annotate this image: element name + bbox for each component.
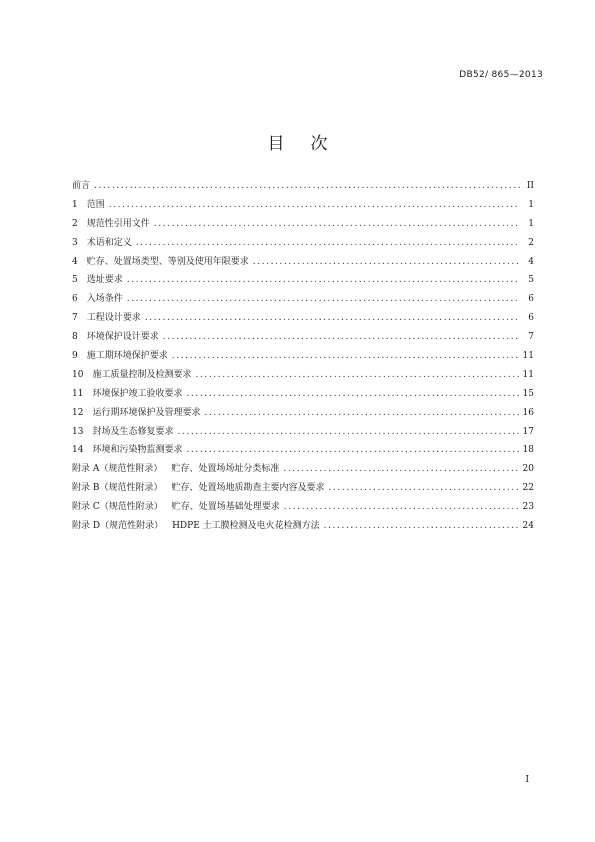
toc-entry[interactable] <box>72 177 534 196</box>
toc-leader-dots <box>127 271 520 290</box>
toc-entry-label: HDPE 土工膜检测及电火花检测方法 <box>172 521 320 532</box>
toc-entry[interactable] <box>72 441 534 460</box>
toc-entry-label: 术语和定义 <box>86 237 132 248</box>
toc-leader-dots <box>253 253 520 272</box>
toc-leader-dots <box>324 517 519 536</box>
toc-leader-dots <box>186 385 518 404</box>
toc-entry-page: 5 <box>528 275 534 286</box>
toc-entry-label: 施工期环境保护要求 <box>86 351 168 362</box>
toc-leader-dots <box>136 234 520 253</box>
toc-entry-number: 8 <box>72 332 78 343</box>
toc-entry-label: 贮存、处置场地质勘查主要内容及要求 <box>171 483 325 494</box>
toc-entry-number: 14 <box>72 445 84 456</box>
toc-entry[interactable] <box>72 517 534 536</box>
toc-entry-page: 11 <box>522 369 534 380</box>
title-char-2: 次 <box>310 134 328 154</box>
toc-entry-page: 20 <box>522 464 534 475</box>
toc-entry-page: 17 <box>522 426 534 437</box>
toc-leader-dots <box>204 404 518 423</box>
toc-entry-label: 工程设计要求 <box>86 313 141 324</box>
toc-entry[interactable] <box>72 423 534 442</box>
toc-leader-dots <box>186 441 518 460</box>
table-of-contents <box>72 177 534 536</box>
page-number: I <box>525 775 529 785</box>
toc-entry-page: 4 <box>528 256 534 267</box>
toc-leader-dots <box>127 290 520 309</box>
toc-entry-number: 附录 A（规范性附录） <box>72 464 163 475</box>
toc-entry[interactable] <box>72 328 534 347</box>
toc-entry-label: 环境和污染物监测要求 <box>92 445 183 456</box>
toc-entry[interactable] <box>72 347 534 366</box>
toc-entry-number: 5 <box>72 275 78 286</box>
toc-entry-page: 16 <box>522 407 534 418</box>
toc-entry-page: 24 <box>522 521 534 532</box>
toc-leader-dots <box>154 215 520 234</box>
toc-entry[interactable] <box>72 309 534 328</box>
toc-entry-label: 选址要求 <box>86 275 123 286</box>
toc-entry-page: 1 <box>528 218 534 229</box>
toc-entry-page: 1 <box>528 199 534 210</box>
toc-entry-number: 9 <box>72 351 78 362</box>
toc-entry-number: 附录 D（规范性附录） <box>72 521 164 532</box>
toc-entry-number: 13 <box>72 426 84 437</box>
toc-entry[interactable] <box>72 253 534 272</box>
toc-entry-label: 贮存、处置场类型、等别及使用年限要求 <box>86 256 249 267</box>
toc-leader-dots <box>163 328 520 347</box>
toc-entry-label: 贮存、处置场场址分类标准 <box>171 464 280 475</box>
document-code: DB52/ 865—2013 <box>459 70 543 80</box>
toc-leader-dots <box>145 309 520 328</box>
toc-entry-number: 7 <box>72 313 78 324</box>
toc-entry-page: 6 <box>528 294 534 305</box>
toc-entry[interactable] <box>72 196 534 215</box>
toc-entry-number: 6 <box>72 294 78 305</box>
toc-entry[interactable] <box>72 271 534 290</box>
toc-entry-label: 规范性引用文件 <box>86 218 150 229</box>
toc-leader-dots <box>284 498 519 517</box>
toc-entry-number: 11 <box>72 388 84 399</box>
toc-leader-dots <box>329 479 519 498</box>
toc-entry-page: 2 <box>528 237 534 248</box>
toc-entry-label: 前言 <box>72 181 91 191</box>
toc-entry-label: 环境保护竣工验收要求 <box>92 388 183 399</box>
toc-entry-label: 贮存、处置场基础处理要求 <box>171 502 280 513</box>
toc-entry[interactable] <box>72 366 534 385</box>
toc-entry-number: 1 <box>72 199 78 210</box>
toc-entry[interactable] <box>72 404 534 423</box>
title-char-1: 目 <box>267 134 285 154</box>
toc-entry-label: 范围 <box>86 199 105 210</box>
toc-entry[interactable] <box>72 290 534 309</box>
toc-entry-page: II <box>526 181 534 191</box>
toc-entry-label: 封场及生态修复要求 <box>92 426 174 437</box>
toc-entry[interactable] <box>72 479 534 498</box>
toc-leader-dots <box>283 460 518 479</box>
toc-leader-dots <box>177 423 518 442</box>
toc-entry[interactable] <box>72 234 534 253</box>
toc-entry[interactable] <box>72 460 534 479</box>
toc-entry-number: 10 <box>72 369 84 380</box>
toc-entry-number: 附录 C（规范性附录） <box>72 502 163 513</box>
toc-entry-label: 环境保护设计要求 <box>86 332 159 343</box>
toc-entry-number: 3 <box>72 237 78 248</box>
toc-leader-dots <box>109 196 520 215</box>
toc-entry-label: 运行期环境保护及管理要求 <box>92 407 201 418</box>
toc-entry-number: 附录 B（规范性附录） <box>72 483 163 494</box>
toc-entry-page: 22 <box>522 483 534 494</box>
toc-leader-dots <box>172 347 519 366</box>
toc-entry-number: 12 <box>72 407 84 418</box>
toc-entry[interactable] <box>72 498 534 517</box>
toc-entry-label: 施工质量控制及检测要求 <box>92 369 192 380</box>
toc-entry[interactable] <box>72 385 534 404</box>
toc-entry-page: 18 <box>522 445 534 456</box>
toc-entry-page: 23 <box>522 502 534 513</box>
page-title <box>0 129 595 154</box>
toc-entry-page: 15 <box>522 388 534 399</box>
toc-entry-number: 4 <box>72 256 78 267</box>
toc-entry-label: 入场条件 <box>86 294 123 305</box>
toc-entry-page: 11 <box>522 351 534 362</box>
toc-entry-number: 2 <box>72 218 78 229</box>
toc-entry-page: 7 <box>528 332 534 343</box>
toc-leader-dots <box>195 366 518 385</box>
toc-entry-page: 6 <box>528 313 534 324</box>
toc-leader-dots <box>94 177 520 196</box>
toc-entry[interactable] <box>72 215 534 234</box>
